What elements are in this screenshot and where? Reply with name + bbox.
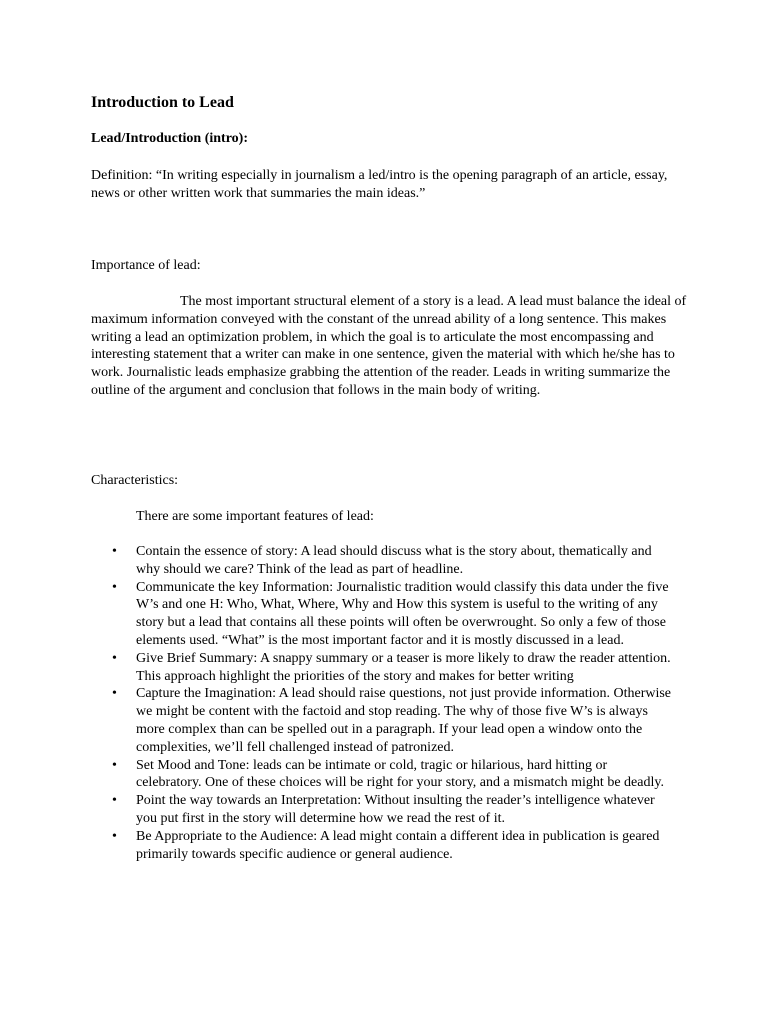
list-item-text: Capture the Imagination: A lead should raise questions, not just provide information. Otherwise we might be content with the factoid and stop reading. The why of those five W’s is always more complex than can be spelled out in a paragraph. If your lead open a window onto the complexities, we’ll fell challenged instead of patronized. xyxy=(136,686,672,755)
list-item xyxy=(0,792,676,828)
list-item xyxy=(0,543,676,579)
list-item xyxy=(0,757,676,793)
bullet-icon: • xyxy=(112,793,117,809)
characteristics-heading: Characteristics: xyxy=(91,473,179,488)
list-item-text: Be Appropriate to the Audience: A lead might contain a different idea in publication is geared primarily towards specific audience or general audience. xyxy=(136,828,660,862)
definition-paragraph: Definition: “In writing especially in journalism a led/intro is the opening paragraph of an article, essay, news or other written work that summaries the main ideas.” xyxy=(91,168,668,201)
bullet-icon: • xyxy=(112,579,117,595)
list-item-text: Set Mood and Tone: leads can be intimate or cold, tragic or hilarious, hard hitting or celebratory. One of these choices will be right for your story, and a mismatch might be deadly. xyxy=(136,757,664,791)
importance-heading: Importance of lead: xyxy=(91,258,201,273)
features-intro: There are some important features of lead: xyxy=(136,509,374,524)
page-title: Introduction to Lead xyxy=(91,94,234,111)
list-item xyxy=(0,828,676,864)
bullet-icon: • xyxy=(112,686,117,702)
features-list xyxy=(0,543,768,863)
list-item xyxy=(0,650,676,686)
list-item-text: Communicate the key Information: Journalistic tradition would classify this data under the five W’s and one H: Who, What, Where, Why and How this system is useful to the writing of any story but a lead that contains all these points will often be overwrought. So only a few of those elements used. “What” is the most important factor and it is mostly discussed in a lead. xyxy=(136,579,669,648)
list-item xyxy=(0,579,676,650)
list-item-text: Point the way towards an Interpretation: Without insulting the reader’s intelligence whatever you put first in the story will determine how we read the rest of it. xyxy=(136,793,655,826)
bullet-icon: • xyxy=(112,757,117,773)
importance-paragraph: The most important structural element of a story is a lead. A lead must balance the ideal of maximum information conveyed with the constant of the unread ability of a long sentence. This makes writing a lead an optimization problem, in which the goal is to articulate the most encompassing and interesting statement that a writer can make in one sentence, given the material with which he/she has to work. Journalistic leads emphasize grabbing the attention of the reader. Leads in writing summarize the outline of the argument and conclusion that follows in the main body of writing. xyxy=(91,294,687,398)
list-item-text: Contain the essence of story: A lead should discuss what is the story about, thematically and why should we care? Think of the lead as part of headline. xyxy=(136,544,652,577)
bullet-icon: • xyxy=(112,650,117,666)
section-subtitle: Lead/Introduction (intro): xyxy=(91,131,248,146)
bullet-icon: • xyxy=(112,544,117,559)
list-item xyxy=(0,685,676,756)
list-item-text: Give Brief Summary: A snappy summary or a teaser is more likely to draw the reader attention. This approach highlight the priorities of the story and makes for better writing xyxy=(136,650,671,684)
bullet-icon: • xyxy=(112,828,117,844)
